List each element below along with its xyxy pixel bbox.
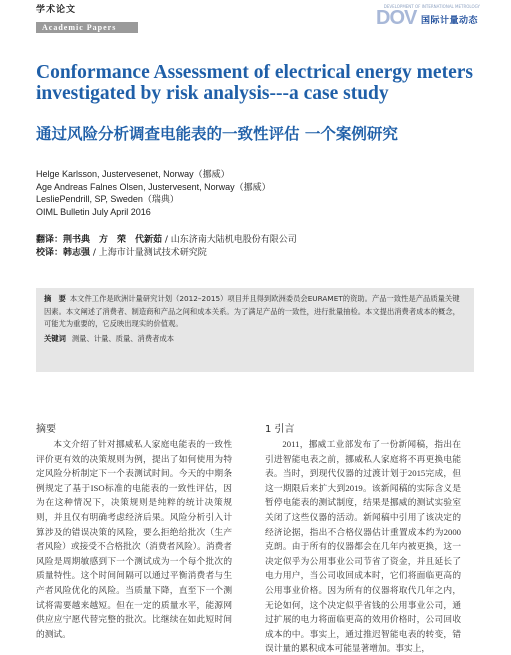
proofreader-line	[36, 247, 297, 260]
intro-heading: 1 引言	[265, 424, 295, 435]
translation-credits	[36, 234, 297, 260]
abstract-paragraph	[44, 293, 466, 331]
logo-name: 国际计量动态	[421, 16, 479, 26]
publication-logo	[376, 4, 480, 28]
abstract-label: 摘 要	[44, 294, 66, 303]
translator-names: 荆书典 方 荣 代新茹	[63, 235, 163, 245]
abstract-text: 本文件工作是欧洲计量研究计划（2012–2015）项目并且得到欧洲委员会EURAMET的资助。产品一致性是产品质量关键因素。本文阐述了消费者、制造商和产品之间和成本关系。为了满足产品的一致性，进行批量抽检。本文提出消费者成本的概念，可能尤为重要的，它反映出现实的价值观。	[44, 294, 460, 328]
proofreader-label: 校译：	[36, 248, 64, 258]
author-line: Age Andreas Falnes Olsen, Justervesent, Norway（挪威）	[36, 181, 271, 192]
proofreader-name: 韩志强	[63, 248, 91, 258]
intro-text: 2011，挪威工业部发布了一份新闻稿，指出在引进智能电表之前，挪威私人家庭将不再更换电能表。当时，到现代仪器的过渡计划于2015完成，但这一期限后来扩大到2019。该新闻稿的实际含义是暂停电能表的测试制度，结果是挪威的测试实验室关闭了这些仪器的活动。新闻稿中引用了该决定的经济论据，指出不合格仪器估计重置成本约为2000克朗。由于所有的仪器都会在几年内被更换，这一决定似乎为公用事业公司节省了资金，并且延长了电力用户，当公司收回成本时，它们将面临更高的公用事业价格。因为所有的仪器将取代几年之内，无论如何，这个决定似乎省钱的公用事业公司，通过扩展的电力将面临更高的效用价格时，公司回收成本的中。事实上，通过推迟智能电表的转变，错误计量的累积成本可能显著增加。事实上，	[265, 439, 461, 654]
left-column-heading: 摘要	[36, 424, 56, 435]
keywords-line	[44, 333, 466, 345]
source-line: OIML Bulletin July April 2016	[36, 206, 151, 217]
article-title-cn: 通过风险分析调查电能表的一致性评估 一个案例研究	[36, 125, 398, 143]
article-title-en: Conformance Assessment of electrical energy meters investigated by risk analysis---a case study	[36, 62, 473, 104]
section-badge: Academic Papers	[36, 22, 138, 33]
left-column-text: 本文介绍了针对挪威私人家庭电能表的一致性评价更有效的决策规则为例，提出了如何使用为特定风险分析制定下一个表测试时间。今天的中期条例规定了基于ISO标准的电能表的一致性评估，因为在这种情况下，决策规则是纯粹的统计决策规则，并且仅有明确考虑经济后果。风险分析引入计算涉及的错误决策的风险，要么拒绝给批次（生产者风险）或接受不合格批次（消费者风险）。消费者风险是周期敏感到下一个测试成为一个每个批次的质量特性。这个时间间隔可以通过平衡消费者与生产者风险优化的风险。当质量下降，直至下一个测试将需要越来越短。但在一定的质量水平，能源网供应应宁愿代替完整的批次。比继续在如此短时间的测试。	[36, 439, 232, 639]
section-header	[36, 5, 138, 34]
translator-org: / 山东济南大陆机电股份有限公司	[164, 235, 297, 245]
keywords-text: 测量、计量、质量、消费者成本	[71, 333, 175, 343]
section-label-cn: 学术论文	[36, 5, 77, 15]
translator-label: 翻译：	[36, 235, 64, 245]
author-line: Helge Karlsson, Justervesenet, Norway（挪威）	[36, 169, 230, 179]
abstract-box	[36, 288, 474, 372]
translator-line	[36, 234, 297, 247]
logo-mark: DOV	[376, 7, 417, 29]
keywords-label: 关键词	[44, 333, 66, 343]
proofreader-org: / 上海市计量测试技术研究院	[92, 248, 207, 258]
logo-tagline: DEVELOPMENT OF INTERNATIONAL METROLOGY	[383, 4, 480, 9]
author-line: LesliePendrill, SP, Sweden（瑞典）	[36, 194, 179, 204]
author-list	[36, 168, 271, 218]
